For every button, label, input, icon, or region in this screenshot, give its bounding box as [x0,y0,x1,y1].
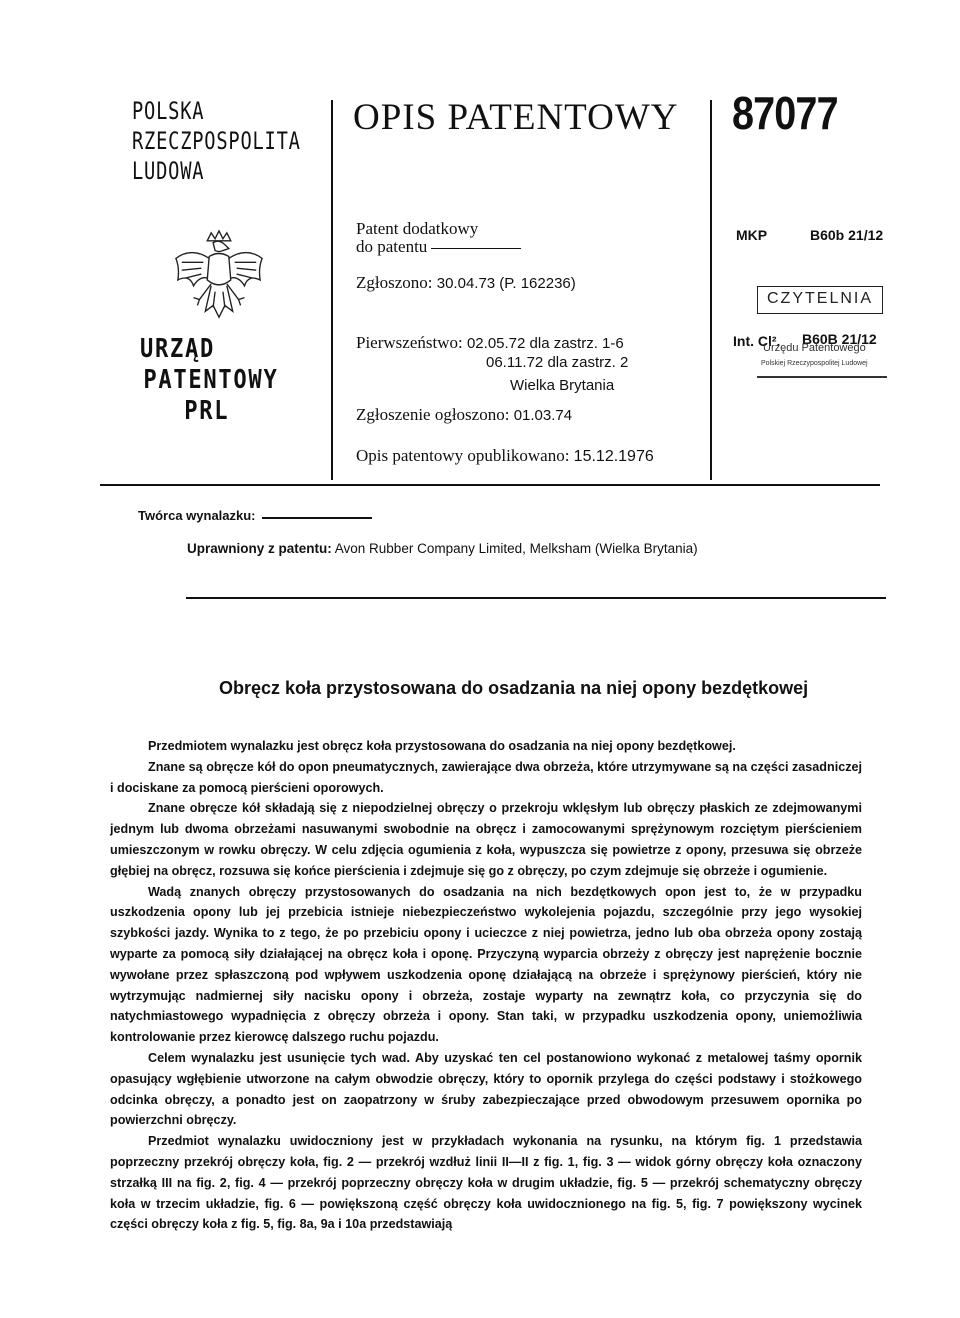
paragraph: Wadą znanych obręczy przystosowanych do osadzania na nich bezdętkowych opon jest to, że w przypadku uszkodzenia opony lub jej przebicia istnieje niebezpieczeństwo wykolejenia pojazdu, szczególnie przy jego wysokiej szybkości jazdy. Wynika to z tego, że po przebiciu opony i ucieczce z niej powietrza, jedno lub oba obrzeża opony zostają wyparte za pomocą siły działającej na obręcz koła i oponę. Przyczyną wyparcia obrzeży z obręczy jest naprężenie bocznie wywołane przez spłaszczoną pod wpływem uszkodzenia oponę działającą na obrzeże i sprężynowy pierścień, który nie wytrzymując nadmiernej siły nacisku opony i obrzeża, zostaje wyparty na zewnątrz koła, co przyczynia się do natychmiastowego wypadnięcia z obręczy obrzeża i opony. Stan taki, w przypadku uszkodzenia opony, uniemożliwia kontrolowanie przez kierowcę dalszego ruchu pojazdu. [110,884,862,1045]
header-divider [100,484,880,486]
mkp-label: MKP [736,227,768,243]
stamp-line: Urzędu Patentowego [763,342,866,354]
rights-holder: Uprawniony z patentu: Avon Rubber Company Limited, Melksham (Wielka Brytania) [187,541,698,556]
inventor-blank-line [262,517,372,519]
filing-date: Zgłoszono: 30.04.73 (P. 162236) [356,273,576,292]
patent-additional-label: Patent dodatkowy [356,219,479,238]
stamp-underline [757,376,887,378]
office-line: PRL [184,396,230,426]
invention-title: Obręcz koła przystosowana do osadzania na niej opony bezdętkowej [219,678,809,698]
patent-number: 87077 [732,87,838,139]
paragraph: Przedmiotem wynalazku jest obręcz koła przystosowana do osadzania na niej opony bezdętkowej. [148,739,736,753]
mkp-value: B60b 21/12 [810,227,884,243]
paragraph: Znane obręcze kół składają się z niepodzielnej obręczy o przekroju wklęsłym lub obręczy płaskich ze zdejmowanymi jednym lub dwoma obrzeżami nasuwanymi swobodnie na obręcz i zamocowanymi sprężynowym rozciętym pierścieniem umieszczonym w rowku obręczy. W celu zdjęcia ogumienia z koła, wypuszcza się powietrze z opony, przesuwa się obrzeże głębiej na obręcz, rozsuwa się końce pierścienia i zdejmuje się go z obręczy, po czym zdejmuje się obrzeże i ogumienie. [110,801,862,878]
country-line: POLSKA [132,97,205,125]
country-line: LUDOWA [132,157,205,185]
column-divider [710,100,712,480]
library-stamp [757,286,881,388]
description-body [110,736,862,1235]
paragraph: Celem wynalazku jest usunięcie tych wad. Aby uzyskać ten cel postanowiono wykonać z metalowej taśmy opornik opasujący wgłębienie utworzone na całym obwodzie obręczy, który to opornik przylega do części podstawy i stożkowego odcinka obręczy, a ponadto jest on zaopatrzony w śruby zabezpieczające przed obwodowym przesuwem opornika po powierzchni obręczy. [110,1050,862,1128]
blank-field-line [431,248,521,249]
announcement-date: Zgłoszenie ogłoszono: 01.03.74 [356,405,573,424]
int-cl-value: B60B 21/12 [802,331,877,347]
stamp-heading: CZYTELNIA [767,290,874,307]
priority-country: Wielka Brytania [510,377,615,394]
eagle-emblem-icon [170,228,268,328]
stamp-line: Polskiej Rzeczypospolitej Ludowej [761,360,868,367]
paragraph: Przedmiot wynalazku uwidoczniony jest w przykładach wykonania na rysunku, na którym fig. 1 przedstawia poprzeczny przekrój obręczy koła, fig. 2 — przekrój wzdłuż linii II—II z fig. 1, fig. 3 — widok górny obręczy koła oznaczony strzałką III na fig. 2, fig. 4 — przekrój poprzeczny obręczy koła w drugim układzie, fig. 5 — przekrój schematyczny obręczy koła w trzecim układzie, fig. 6 — powiększoną część obręczy koła uwidocznionego na fig. 5, fig. 7 powiększony wycinek części obręczy koła z fig. 5, fig. 8a, 9a i 10a przedstawiają [110,1134,862,1232]
inventor: Twórca wynalazku: [138,508,256,523]
int-cl-label: Int. Cl². [733,333,781,349]
priority-line-2: 06.11.72 dla zastrz. 2 [486,354,629,371]
country-line: RZECZPOSPOLITA [132,127,301,155]
office-line: URZĄD [140,334,216,364]
office-name [140,334,285,427]
country-name [132,96,301,186]
office-line: PATENTOWY [143,365,279,395]
patent-additional-label-2: do patentu [356,237,521,257]
document-title: OPIS PATENTOWY [353,97,679,138]
priority: Pierwszeństwo: 02.05.72 dla zastrz. 1-6 [356,333,624,352]
section-divider [186,597,886,599]
column-divider [331,100,333,480]
publication-date: Opis patentowy opublikowano: 15.12.1976 [356,446,654,465]
paragraph: Znane są obręcze kół do opon pneumatycznych, zawierające dwa obrzeża, które utrzymywane są na części zasadniczej i dociskane za pomocą pierścieni oporowych. [110,759,862,795]
